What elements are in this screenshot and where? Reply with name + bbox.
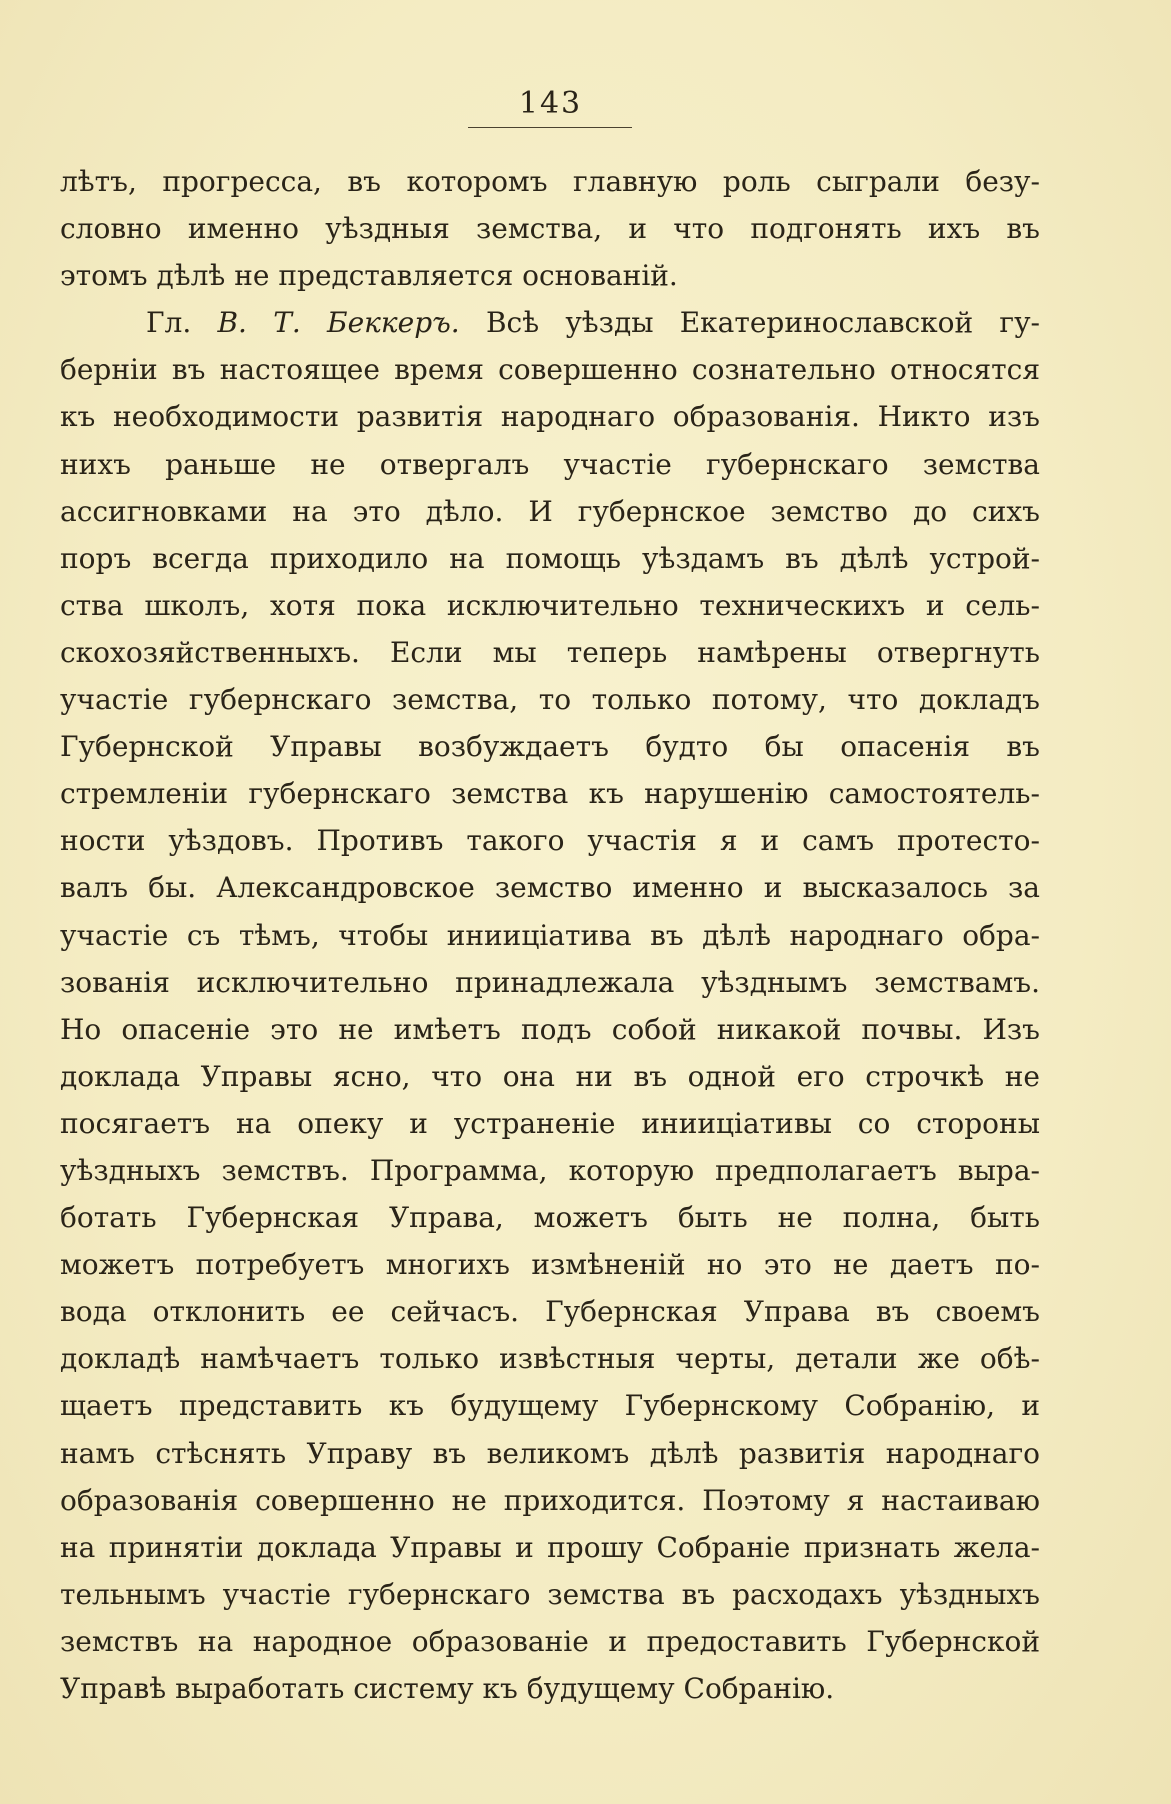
text-line: Управѣ выработать систему къ будущему Собранію. [60, 1672, 835, 1705]
text-line: намъ стѣснять Управу въ великомъ дѣлѣ развитія народнаго [60, 1436, 1040, 1470]
text-line: земствъ на народное образованіе и предоставить Губернской [60, 1624, 1040, 1658]
paragraph-lines [60, 346, 1040, 1712]
text-line: поръ всегда приходило на помощь уѣздамъ въ дѣлѣ устрой- [60, 541, 1040, 575]
text-line: скохозяйственныхъ. Если мы теперь намѣрены отвергнуть [60, 635, 1040, 669]
text-line: Губернской Управы возбуждаетъ будто бы опасенія въ [60, 730, 1040, 764]
text-line: уѣздныхъ земствъ. Программа, которую предполагаетъ выра- [60, 1153, 1040, 1187]
text-line: ства школъ, хотя пока исключительно техническихъ и сель- [60, 588, 1040, 622]
body-text [60, 158, 1040, 1712]
text-line: нихъ раньше не отвергалъ участіе губернскаго земства [60, 447, 1040, 481]
page-number: 143 [518, 86, 583, 121]
text-span: Всѣ уѣзды Екатеринославской гу- [485, 306, 1040, 340]
text-line: берніи въ настоящее время совершенно сознательно относятся [60, 353, 1040, 387]
text-line: ассигновками на это дѣло. И губернское земство до сихъ [60, 494, 1040, 528]
text-line: посягаетъ на опеку и устраненіе инииціативы со стороны [60, 1106, 1040, 1140]
text-line: участіе съ тѣмъ, чтобы инииціатива въ дѣлѣ народнаго обра- [60, 918, 1040, 952]
text-line: зованія исключительно принадлежала уѣзднымъ земствамъ. [60, 965, 1040, 999]
text-line: этомъ дѣлѣ не представляется основаній. [60, 259, 678, 293]
paragraph-first-line [60, 299, 1040, 346]
text-line: докладѣ намѣчаетъ только извѣстныя черты, детали же обѣ- [60, 1342, 1040, 1376]
text-line: на принятіи доклада Управы и прошу Собраніе признать жела- [60, 1530, 1040, 1564]
text-line: къ необходимости развитія народнаго образованія. Никто изъ [60, 400, 1040, 434]
text-line: валъ бы. Александровское земство именно и высказалось за [60, 871, 1040, 905]
text-line: вода отклонить ее сейчасъ. Губернская Управа въ своемъ [60, 1295, 1040, 1329]
speaker-prefix: Гл. [146, 306, 192, 340]
header-rule [468, 127, 632, 128]
text-line: ности уѣздовъ. Противъ такого участія я и самъ протесто- [60, 824, 1040, 858]
text-line: доклада Управы ясно, что она ни въ одной его строчкѣ не [60, 1059, 1040, 1093]
text-line: словно именно уѣздныя земства, и что подгонять ихъ въ [60, 212, 1040, 246]
speaker-name: В. Т. Беккеръ. [217, 306, 460, 340]
text-line: можетъ потребуетъ многихъ измѣненій но это не даетъ по- [60, 1248, 1040, 1282]
text-line: Но опасеніе это не имѣетъ подъ собой никакой почвы. Изъ [60, 1012, 1040, 1046]
text-line: тельнымъ участіе губернскаго земства въ расходахъ уѣздныхъ [60, 1577, 1040, 1611]
text-line: стремленіи губернскаго земства къ нарушенію самостоятель- [60, 777, 1040, 811]
text-line: лѣтъ, прогресса, въ которомъ главную роль сыграли безу- [60, 165, 1040, 198]
text-line: щаетъ представить къ будущему Губернскому Собранію, и [60, 1389, 1040, 1423]
text-line: образованія совершенно не приходится. Поэтому я настаиваю [60, 1483, 1040, 1517]
text-line: участіе губернскаго земства, то только потому, что докладъ [60, 683, 1040, 717]
text-line: ботать Губернская Управа, можетъ быть не полна, быть [60, 1201, 1040, 1235]
